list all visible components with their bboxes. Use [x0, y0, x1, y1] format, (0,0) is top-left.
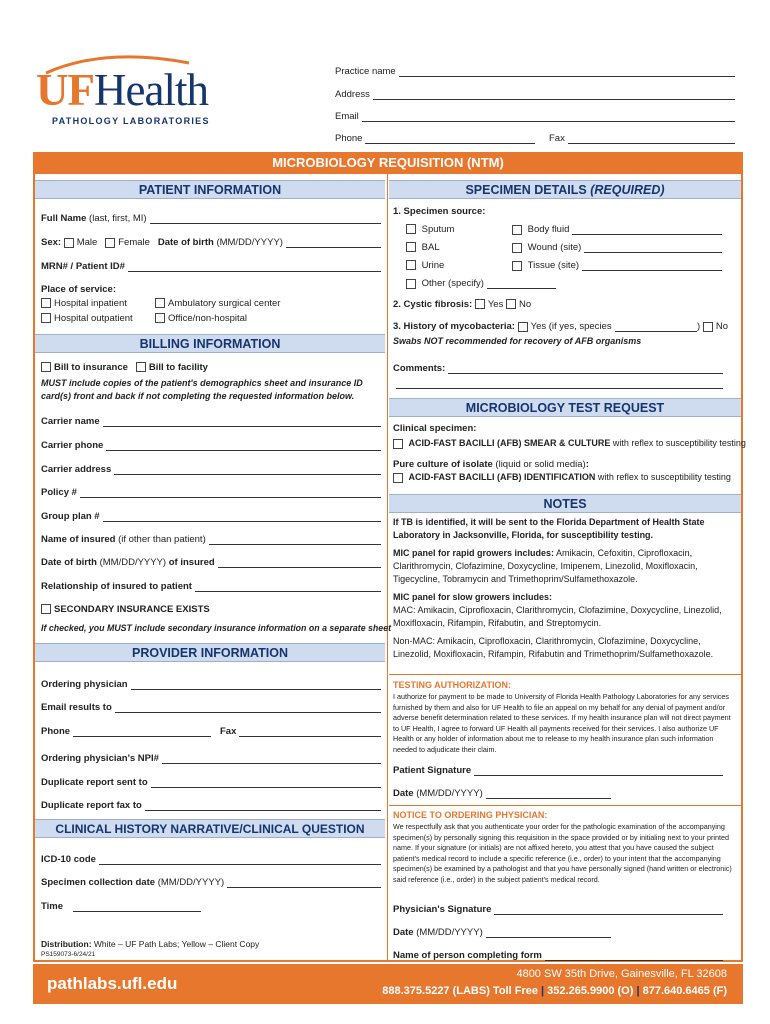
afb-id-label: ACID-FAST BACILLI (AFB) IDENTIFICATION: [408, 472, 596, 482]
afb-smear-label: ACID-FAST BACILLI (AFB) SMEAR & CULTURE: [408, 438, 611, 448]
swabs-note: Swabs NOT recommended for recovery of AFB organisms: [393, 336, 642, 346]
physician-date-label: Date: [393, 927, 414, 938]
carrier-phone-label: Carrier phone: [41, 440, 104, 451]
provider-fax-label: Fax: [220, 726, 237, 737]
specimen-header-text: SPECIMEN DETAILS: [465, 183, 587, 197]
address-field[interactable]: [373, 92, 735, 100]
email-results-label: Email results to: [41, 702, 112, 713]
myco-no-checkbox[interactable]: [703, 322, 713, 332]
name-completing-field[interactable]: [545, 953, 723, 961]
rapid-label: MIC panel for rapid growers includes:: [393, 548, 555, 558]
footer-phones: [382, 985, 727, 997]
practice-name-field[interactable]: [399, 69, 735, 77]
rapid-text: Amikacin, Cefoxitin, Ciprofloxacin, Clarithromycin, Clofazimine, Doxycycline, Imipenem, Linezolid, Moxifloxacin, Tigecycline, Tobramycin and Trimethoprim/Sulfamethoxazole.: [393, 548, 698, 584]
body-fluid-label: Body fluid: [527, 224, 570, 235]
dob-label: Date of birth: [157, 237, 214, 248]
address-label: Address: [335, 89, 370, 100]
logo: [36, 55, 236, 135]
wound-field[interactable]: [584, 245, 722, 253]
secondary-insurance-label: SECONDARY INSURANCE EXISTS: [54, 604, 210, 615]
sputum-label: Sputum: [421, 224, 455, 235]
practice-name-label: Practice name: [335, 66, 396, 77]
carrier-name-field[interactable]: [103, 419, 381, 427]
dob-insured-hint: (MM/DD/YYYY): [99, 557, 167, 568]
urine-checkbox[interactable]: [406, 260, 416, 270]
species-field[interactable]: [615, 324, 697, 332]
provider-phone-field[interactable]: [73, 729, 211, 737]
afb-id-suffix: with reflex to susceptibility testing: [597, 472, 731, 482]
physician-signature-field[interactable]: [494, 907, 723, 915]
male-checkbox[interactable]: [64, 238, 74, 248]
icd-field[interactable]: [99, 857, 381, 865]
footer-phone-f: 877.640.6465 (F): [642, 985, 727, 997]
relationship-label: Relationship of insured to patient: [41, 581, 192, 592]
other-label: Other (specify): [421, 278, 484, 289]
notes-header: NOTES: [389, 494, 741, 513]
secondary-insurance-checkbox[interactable]: [41, 604, 51, 614]
relationship-field[interactable]: [195, 584, 381, 592]
footer-sep-1: |: [541, 985, 545, 997]
full-name-hint: (last, first, MI): [89, 213, 147, 224]
patient-signature-label: Patient Signature: [393, 765, 472, 776]
tissue-field[interactable]: [582, 263, 722, 271]
comments-field-2[interactable]: [396, 388, 723, 389]
notes-body: [393, 516, 728, 666]
clinical-specimen-label: Clinical specimen:: [393, 423, 477, 434]
bill-facility-label: Bill to facility: [148, 362, 208, 373]
dup-fax-label: Duplicate report fax to: [41, 800, 142, 811]
patient-date-field[interactable]: [486, 791, 611, 799]
dob-insured-field[interactable]: [218, 560, 381, 568]
specimen-details-header: [389, 180, 741, 199]
cf-yes-label: Yes: [487, 299, 504, 310]
dob-field[interactable]: [286, 240, 381, 248]
collection-date-label: Specimen collection date: [41, 877, 156, 888]
footer: [33, 964, 743, 1004]
billing-info-header: BILLING INFORMATION: [35, 334, 385, 353]
must-include-note: MUST include copies of the patient's demographics sheet and insurance ID card(s) front and back if not completing the requested information below.: [41, 378, 363, 401]
tissue-label: Tissue (site): [527, 260, 580, 271]
group-plan-label: Group plan #: [41, 511, 100, 522]
cf-no-checkbox[interactable]: [506, 299, 516, 309]
slow-mac: MAC: Amikacin, Ciprofloxacin, Clarithromycin, Clofazimine, Doxycycline, Linezolid, Moxifloxacin, Rifampin, Rifabutin, and Streptomycin.: [393, 605, 722, 628]
carrier-name-label: Carrier name: [41, 416, 100, 427]
mrn-field[interactable]: [128, 264, 381, 272]
place-of-service-label: Place of service:: [41, 284, 116, 295]
ordering-physician-field[interactable]: [131, 682, 381, 690]
comments-label: Comments:: [393, 363, 446, 374]
afb-smear-checkbox[interactable]: [393, 439, 403, 449]
tissue-checkbox[interactable]: [512, 261, 522, 271]
mycobacteria-label: 3. History of mycobacteria:: [393, 321, 515, 332]
collection-date-hint: (MM/DD/YYYY): [157, 877, 225, 888]
email-label: Email: [335, 111, 359, 122]
mrn-label: MRN# / Patient ID#: [41, 261, 125, 272]
carrier-address-field[interactable]: [114, 467, 381, 475]
sputum-checkbox[interactable]: [406, 224, 416, 234]
logo-uf: UF: [36, 65, 94, 115]
collection-date-field[interactable]: [227, 880, 381, 888]
body-fluid-field[interactable]: [572, 227, 722, 235]
email-field[interactable]: [362, 114, 735, 122]
bal-label: BAL: [421, 242, 440, 253]
body-fluid-checkbox[interactable]: [512, 225, 522, 235]
sex-label: Sex:: [41, 237, 62, 248]
office-label: Office/non-hospital: [168, 313, 248, 324]
footer-sep-2: |: [636, 985, 640, 997]
name-completing-label: Name of person completing form: [393, 950, 542, 961]
myco-no-label: No: [715, 321, 728, 332]
clinical-history-header: CLINICAL HISTORY NARRATIVE/CLINICAL QUESTION: [35, 819, 385, 838]
notice-text: We respectfully ask that you authenticate your order for the pathologic examination of the accompanying specimen(s) by personally signing this requisition in the space provided or by initialing next to your printed name. If your signature (or initials) are not affixed hereto, you attest that you have caused the subject patient's medical record to include a specific reference (i.e., order) to your intent that the accompanying specimen(s) be examined by a pathologist and that you have personally signed (hand written or electronic) said reference (i.e., order) in the subject patient's medical record.: [393, 822, 732, 884]
column-divider: [387, 174, 388, 962]
name-insured-hint: (if other than patient): [118, 534, 206, 545]
cf-yes-checkbox[interactable]: [475, 299, 485, 309]
icd-label: ICD-10 code: [41, 854, 96, 865]
policy-label: Policy #: [41, 487, 77, 498]
email-results-field[interactable]: [115, 705, 381, 713]
footer-address: 4800 SW 35th Drive, Gainesville, FL 32608: [516, 968, 727, 980]
full-name-label: Full Name: [41, 213, 87, 224]
provider-phone-label: Phone: [41, 726, 71, 737]
physician-signature-label: Physician's Signature: [393, 904, 492, 915]
time-label: Time: [41, 901, 64, 912]
dob-insured-suffix: of insured: [168, 557, 215, 568]
physician-date-hint: (MM/DD/YYYY): [416, 927, 483, 938]
phone-field[interactable]: [365, 136, 535, 144]
afb-smear-suffix: with reflex to susceptibility testing: [612, 438, 746, 448]
footer-website[interactable]: pathlabs.ufl.edu: [47, 974, 178, 993]
afb-id-checkbox[interactable]: [393, 473, 403, 483]
other-field[interactable]: [487, 281, 556, 289]
dob-hint: (MM/DD/YYYY): [216, 237, 283, 248]
name-insured-field[interactable]: [209, 537, 381, 545]
notice-header: NOTICE TO ORDERING PHYSICIAN:: [393, 810, 548, 820]
carrier-phone-field[interactable]: [106, 443, 381, 451]
wound-label: Wound (site): [527, 242, 582, 253]
carrier-address-label: Carrier address: [41, 464, 112, 475]
test-request-header: MICROBIOLOGY TEST REQUEST: [389, 398, 741, 417]
hospital-inpatient-checkbox[interactable]: [41, 298, 51, 308]
logo-health: Health: [94, 65, 208, 115]
dup-sent-field[interactable]: [151, 780, 381, 788]
hospital-outpatient-checkbox[interactable]: [41, 313, 51, 323]
auth-divider: [389, 805, 741, 806]
slow-nonmac: Non-MAC: Amikacin, Ciprofloxacin, Clarithromycin, Clofazimine, Doxycycline, Linezolid, Moxifloxacin, Rifampin, Rifabutin and Trimethoprim/Sulfamethoxazole.: [393, 636, 714, 659]
pure-culture-colon: :: [585, 459, 589, 470]
time-field[interactable]: [73, 904, 201, 912]
policy-field[interactable]: [80, 490, 381, 498]
ambulatory-label: Ambulatory surgical center: [168, 298, 281, 309]
provider-info-header: PROVIDER INFORMATION: [35, 643, 385, 662]
patient-date-label: Date: [393, 788, 414, 799]
slow-label: MIC panel for slow growers includes:: [393, 592, 553, 602]
female-label: Female: [118, 237, 150, 248]
npi-label: Ordering physician's NPI#: [41, 753, 159, 764]
group-plan-field[interactable]: [103, 514, 381, 522]
bal-checkbox[interactable]: [406, 242, 416, 252]
hospital-inpatient-label: Hospital inpatient: [54, 298, 127, 309]
specimen-header-required: (REQUIRED): [590, 183, 665, 197]
secondary-note: If checked, you MUST include secondary insurance information on a separate sheet: [41, 623, 392, 633]
comments-field[interactable]: [448, 366, 723, 374]
patient-signature-field[interactable]: [474, 768, 723, 776]
npi-field[interactable]: [162, 756, 381, 764]
form-title: MICROBIOLOGY REQUISITION (NTM): [33, 152, 743, 174]
dup-sent-label: Duplicate report sent to: [41, 777, 148, 788]
dup-fax-field[interactable]: [145, 803, 381, 811]
pure-culture-label: Pure culture of isolate: [393, 459, 493, 470]
dob-insured-label: Date of birth: [41, 557, 97, 568]
name-insured-label: Name of insured: [41, 534, 116, 545]
authorization-header: TESTING AUTHORIZATION:: [393, 680, 511, 690]
patient-info-header: PATIENT INFORMATION: [35, 180, 385, 199]
cystic-fibrosis-label: 2. Cystic fibrosis:: [393, 299, 473, 310]
ordering-physician-label: Ordering physician: [41, 679, 128, 690]
wound-checkbox[interactable]: [512, 243, 522, 253]
ps-code: PS159073-6/24/21: [41, 951, 96, 958]
physician-date-field[interactable]: [486, 930, 611, 938]
logo-subtitle: PATHOLOGY LABORATORIES: [52, 116, 210, 126]
ambulatory-checkbox[interactable]: [155, 298, 165, 308]
other-checkbox[interactable]: [406, 279, 416, 289]
distribution-text: White – UF Path Labs; Yellow – Client Copy: [93, 939, 260, 949]
bill-insurance-checkbox[interactable]: [41, 362, 51, 372]
distribution-label: Distribution:: [41, 939, 92, 949]
bill-facility-checkbox[interactable]: [136, 362, 146, 372]
myco-close: ): [697, 321, 701, 332]
provider-fax-field[interactable]: [239, 729, 381, 737]
tb-note: If TB is identified, it will be sent to the Florida Department of Health State Laboratory in Jacksonville, Florida, for susceptibility testing.: [393, 517, 705, 540]
notes-divider: [389, 674, 741, 675]
male-label: Male: [76, 237, 98, 248]
footer-phone-o: 352.265.9900 (O): [547, 985, 634, 997]
myco-yes-checkbox[interactable]: [518, 322, 528, 332]
bill-insurance-label: Bill to insurance: [54, 362, 128, 373]
hospital-outpatient-label: Hospital outpatient: [54, 313, 133, 324]
full-name-field[interactable]: [150, 216, 381, 224]
female-checkbox[interactable]: [105, 238, 115, 248]
phone-label: Phone: [335, 133, 363, 144]
patient-date-hint: (MM/DD/YYYY): [416, 788, 483, 799]
pure-culture-hint: (liquid or solid media): [495, 459, 586, 470]
specimen-source-label: 1. Specimen source:: [393, 206, 486, 217]
authorization-text: I authorize for payment to be made to University of Florida Health Pathology Laboratories for any services furnished by them and also for UF Health to file an appeal on my behalf for any denial of payment and/or adverse benefit determination related to these services. If my health insurance plan will not direct payment to UF Health, I agree to forward UF Health all payments received for their services. I also authorize UF Health or any holder of information about me to release to my health insurance plan such information needed to adjudicate their claim.: [393, 692, 731, 754]
fax-label: Fax: [549, 133, 565, 144]
footer-phone-labs: 888.375.5227 (LABS) Toll Free: [382, 985, 538, 997]
cf-no-label: No: [518, 299, 532, 310]
fax-field[interactable]: [568, 136, 735, 144]
urine-label: Urine: [421, 260, 445, 271]
myco-yes-label: Yes (if yes, species: [530, 321, 612, 332]
office-checkbox[interactable]: [155, 313, 165, 323]
